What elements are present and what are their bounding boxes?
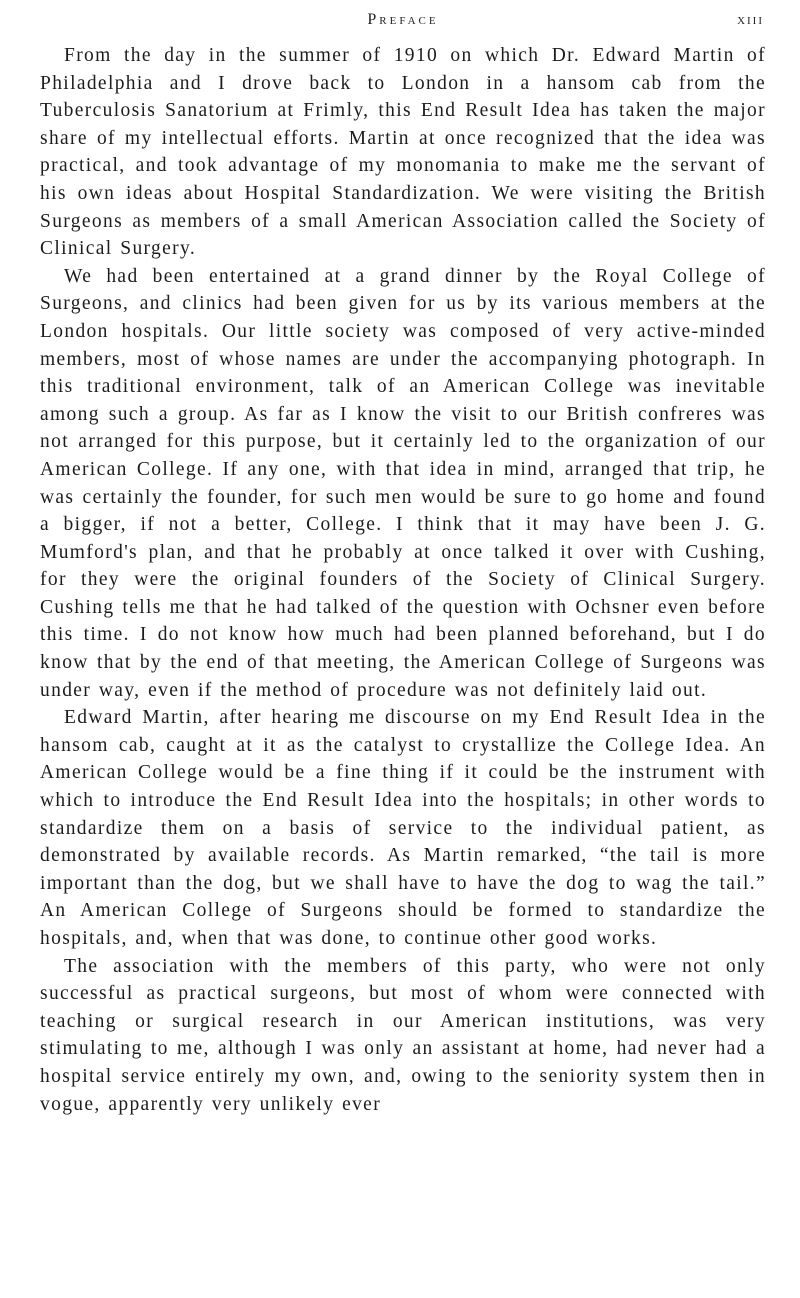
page-number: xiii — [737, 11, 764, 28]
body-text — [40, 42, 766, 1118]
paragraph-3: Edward Martin, after hearing me discourse on my End Result Idea in the hansom cab, caught at it as the catalyst to crystallize the College Idea. An American College would be a fine thing if it could be the instrument with which to introduce the End Result Idea into the hospitals; in other words to standardize them on a basis of service to the individual patient, as demonstrated by available records. As Martin remarked, “the tail is more important than the dog, but we shall have to have the dog to wag the tail.” An American College of Surgeons should be formed to standardize the hospitals, and, when that was done, to continue other good works. — [40, 707, 766, 949]
paragraph-1: From the day in the summer of 1910 on which Dr. Edward Martin of Philadelphia and I drove back to London in a hansom cab from the Tuberculosis Sanatorium at Frimly, this End Result Idea has taken the major share of my intellectual efforts. Martin at once recognized that the idea was practical, and took advantage of my monomania to make me the servant of his own ideas about Hospital Standardization. We were visiting the British Surgeons as members of a small American Association called the Society of Clinical Surgery. — [40, 45, 766, 260]
running-header — [40, 0, 766, 42]
paragraph-4: The association with the members of this party, who were not only successful as practical surgeons, but most of whom were connected with teaching or surgical research in our American institutions, was very stimulating to me, although I was only an assistant at home, had never had a hospital service entirely my own, and, owing to the seniority system then in vogue, apparently very unlikely ever — [40, 955, 766, 1115]
paragraph-2: We had been entertained at a grand dinner by the Royal College of Surgeons, and clinics had been given for us by its various members at the London hospitals. Our little society was composed of very active-minded members, most of whose names are under the accompanying photograph. In this traditional environment, talk of an American College was inevitable among such a group. As far as I know the visit to our British confreres was not arranged for this purpose, but it certainly led to the organization of our American College. If any one, with that idea in mind, arranged that trip, he was certainly the founder, for such men would be sure to go home and found a bigger, if not a better, College. I think that it may have been J. G. Mumford's plan, and that he probably at once talked it over with Cushing, for they were the original founders of the Society of Clinical Surgery. Cushing tells me that he had talked of the question with Ochsner even before this time. I do not know how much had been planned beforehand, but I do know that by the end of that meeting, the American College of Surgeons was under way, even if the method of procedure was not definitely laid out. — [40, 265, 766, 701]
book-page — [40, 0, 766, 1298]
running-title: Preface — [367, 11, 439, 28]
